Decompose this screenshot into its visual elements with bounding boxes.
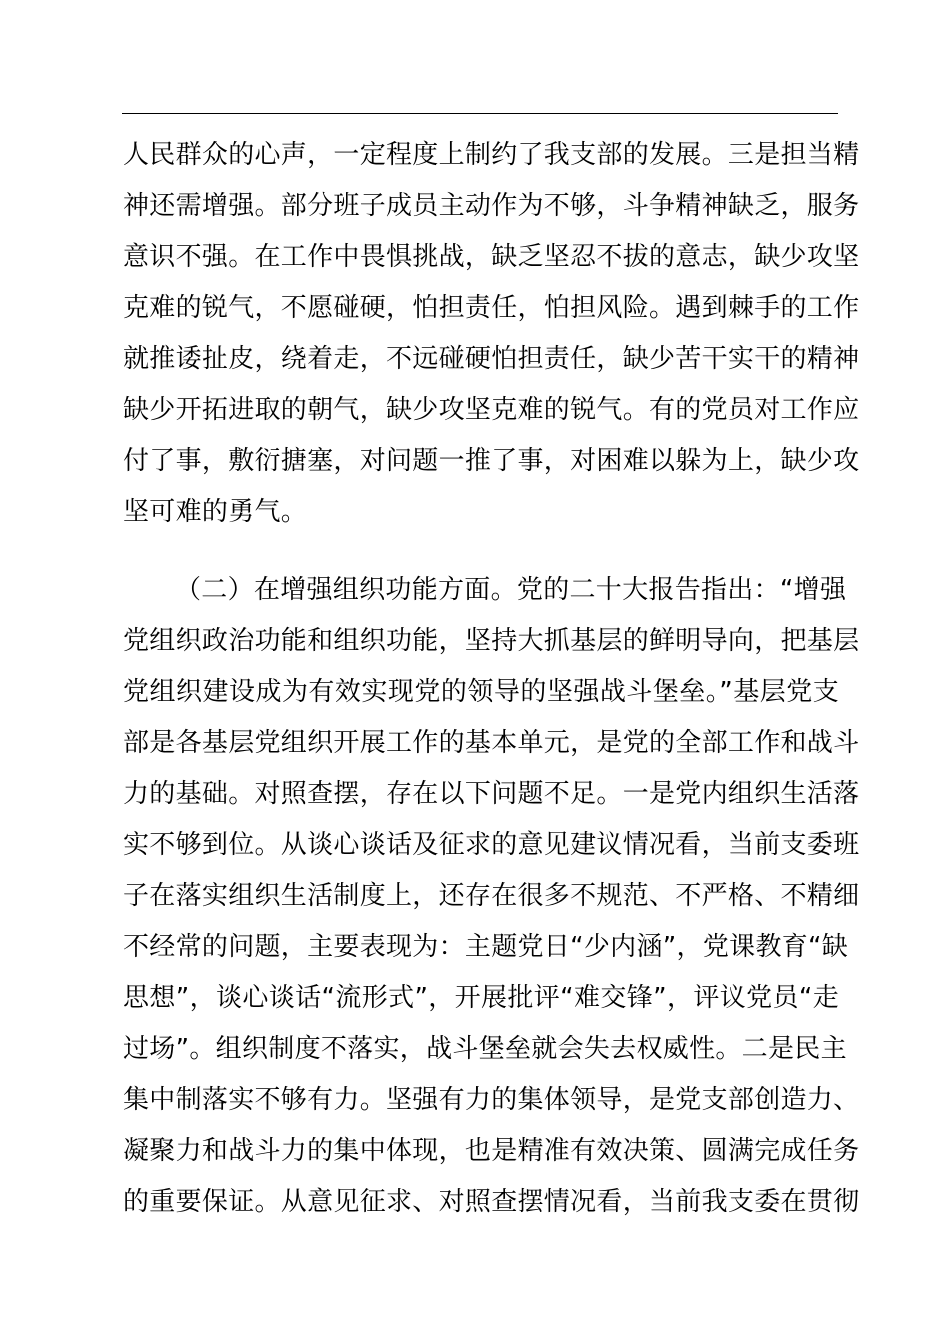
text-line: 的重要保证。从意见征求、对照查摆情况看，当前我支委在贯彻 [123, 1187, 860, 1217]
text-line: 意识不强。在工作中畏惧挑战，缺乏坚忍不拔的意志，缺少攻坚 [123, 242, 860, 272]
document-body [123, 130, 860, 1228]
text-line: 缺少开拓进取的朝气，缺少攻坚克难的锐气。有的党员对工作应 [123, 395, 860, 425]
text-line: 集中制落实不够有力。坚强有力的集体领导，是党支部创造力、 [123, 1085, 860, 1115]
text-line: 凝聚力和战斗力的集中体现，也是精准有效决策、圆满完成任务 [123, 1136, 860, 1166]
paragraph-1 [123, 130, 860, 538]
text-line: 力的基础。对照查摆，存在以下问题不足。一是党内组织生活落 [123, 779, 860, 809]
text-line: 克难的锐气，不愿碰硬，怕担责任，怕担风险。遇到棘手的工作 [123, 293, 860, 323]
text-line: 人民群众的心声，一定程度上制约了我支部的发展。三是担当精 [123, 140, 860, 170]
text-line: 过场”。组织制度不落实，战斗堡垒就会失去权威性。二是民主 [123, 1034, 847, 1064]
text-line: 不经常的问题，主要表现为：主题党日“少内涵”，党课教育“缺 [123, 932, 849, 962]
text-line: 实不够到位。从谈心谈话及征求的意见建议情况看，当前支委班 [123, 830, 860, 860]
text-line: 党组织政治功能和组织功能，坚持大抓基层的鲜明导向，把基层 [123, 626, 860, 656]
text-line: 坚可难的勇气。 [123, 497, 308, 527]
text-line: 就推诿扯皮，绕着走，不远碰硬怕担责任，缺少苦干实干的精神 [123, 344, 860, 374]
header-rule [122, 113, 838, 114]
text-line: 子在落实组织生活制度上，还存在很多不规范、不严格、不精细 [123, 881, 860, 911]
text-line-indented: （二）在增强组织功能方面。党的二十大报告指出：“增强 [175, 575, 847, 605]
text-line: 思想”，谈心谈话“流形式”，开展批评“难交锋”，评议党员“走 [123, 983, 839, 1013]
text-line: 神还需增强。部分班子成员主动作为不够，斗争精神缺乏，服务 [123, 191, 860, 221]
text-line: 党组织建设成为有效实现党的领导的坚强战斗堡垒。”基层党支 [123, 677, 839, 707]
text-line: 部是各基层党组织开展工作的基本单元，是党的全部工作和战斗 [123, 728, 860, 758]
text-line: 付了事，敷衍搪塞，对问题一推了事，对困难以躲为上，缺少攻 [123, 446, 860, 476]
paragraph-2 [123, 565, 860, 1228]
